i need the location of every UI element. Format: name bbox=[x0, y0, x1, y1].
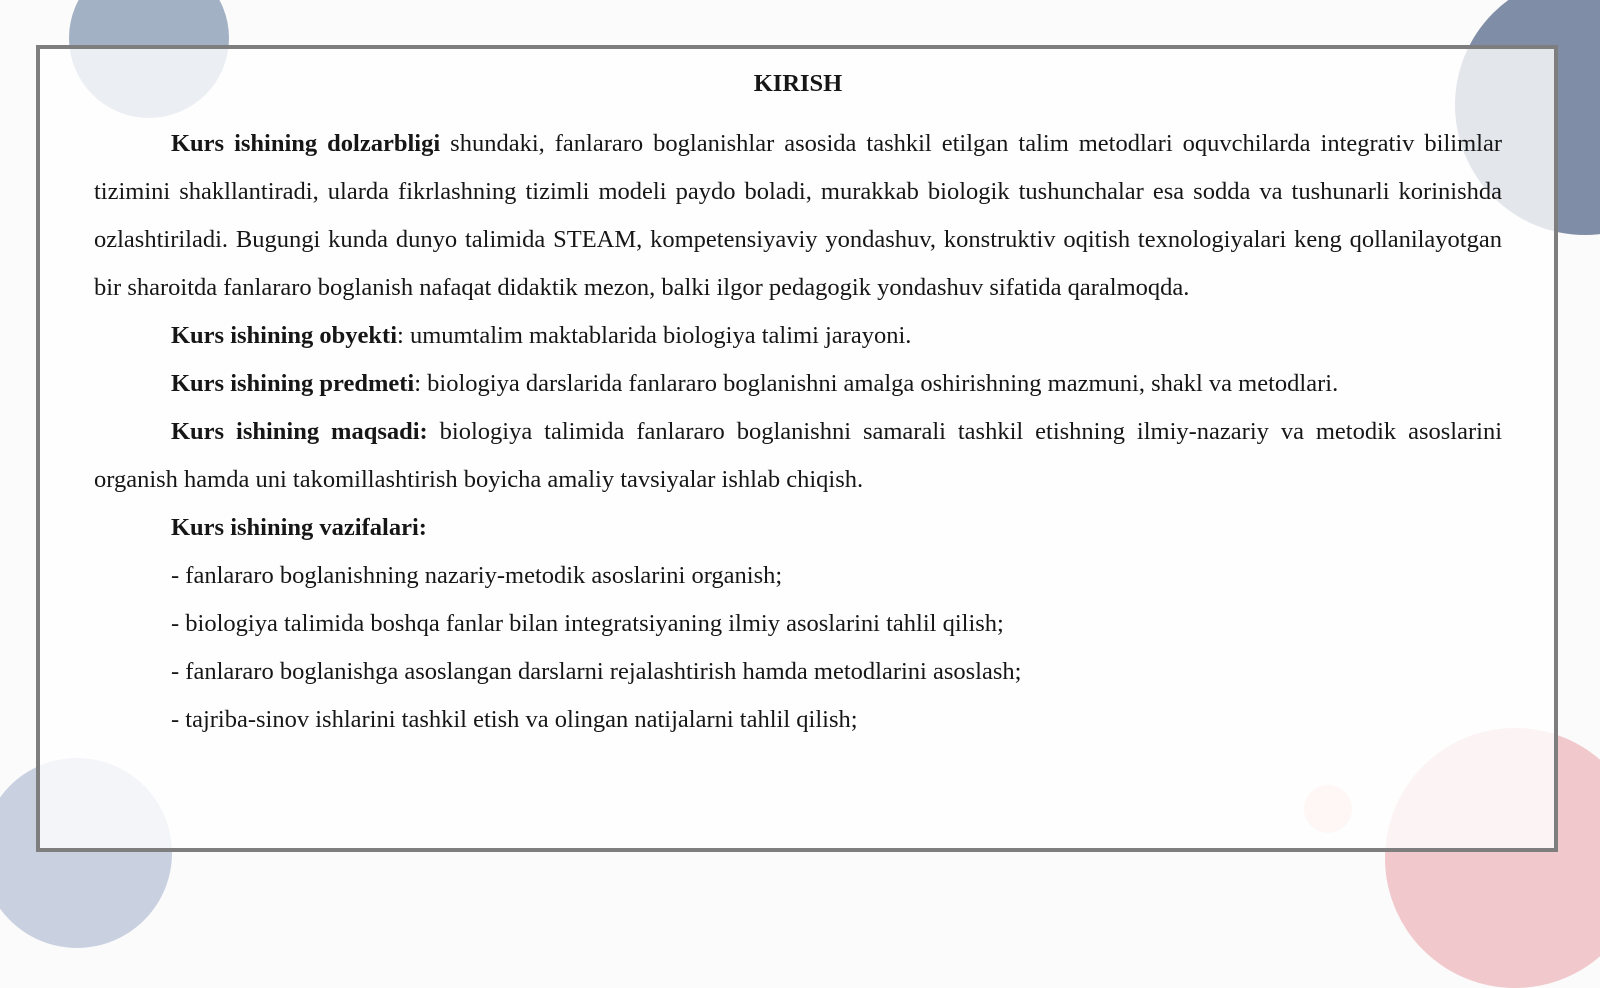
slide-content bbox=[94, 60, 1502, 744]
tasks-heading bbox=[94, 504, 1502, 552]
page-title: KIRISH bbox=[753, 70, 843, 97]
list-item: - fanlararo boglanishga asoslangan darslarni rejalashtirish hamda metodlarini asoslash; bbox=[171, 658, 1022, 685]
list-item: - fanlararo boglanishning nazariy-metodik asoslarini organish; bbox=[171, 562, 783, 589]
paragraph-label: Kurs ishining maqsadi: bbox=[171, 418, 428, 445]
paragraph-text: biologiya talimida fanlararo boglanishni samarali tashkil etishning ilmiy-nazariy va metodik asoslarini organish hamda uni takomillashtirish boyicha amaliy tavsiyalar ishlab chiqish. bbox=[94, 418, 1503, 493]
paragraph-subject bbox=[94, 360, 1502, 408]
paragraph-text: shundaki, fanlararo boglanishlar asosida tashkil etilgan talim metodlari oquvchilarda integrativ bilimlar tizimini shakllantiradi, ularda fikrlashning tizimli modeli paydo boladi, murakkab biologik tushunchalar esa sodda va tushunarli korinishda ozlashtiriladi. Bugungi kunda dunyo talimida STEAM, kompetensiyaviy yondashuv, konstruktiv oqitish texnologiyalari keng qollanilayotgan bir sharoitda fanlararo boglanish nafaqat didaktik mezon, balki ilgor pedagogik yondashuv sifatida qaralmoqda. bbox=[94, 130, 1502, 301]
tasks-heading-label: Kurs ishining vazifalari: bbox=[171, 514, 427, 541]
paragraph-goal bbox=[94, 408, 1502, 504]
paragraph-label: Kurs ishining obyekti bbox=[171, 322, 398, 349]
paragraph-label: Kurs ishining predmeti bbox=[171, 370, 415, 397]
list-item: - tajriba-sinov ishlarini tashkil etish va olingan natijalarni tahlil qilish; bbox=[171, 706, 858, 733]
paragraph-text: : biologiya darslarida fanlararo boglanishni amalga oshirishning mazmuni, shakl va metodlari. bbox=[414, 370, 1339, 397]
list-item: - biologiya talimida boshqa fanlar bilan integratsiyaning ilmiy asoslarini tahlil qilish; bbox=[171, 610, 1004, 637]
paragraph-relevance bbox=[94, 120, 1502, 312]
paragraph-object bbox=[94, 312, 1502, 360]
paragraph-text: : umumtalim maktablarida biologiya talimi jarayoni. bbox=[397, 322, 912, 349]
task-list bbox=[94, 552, 1502, 744]
paragraph-label: Kurs ishining dolzarbligi bbox=[171, 130, 441, 157]
